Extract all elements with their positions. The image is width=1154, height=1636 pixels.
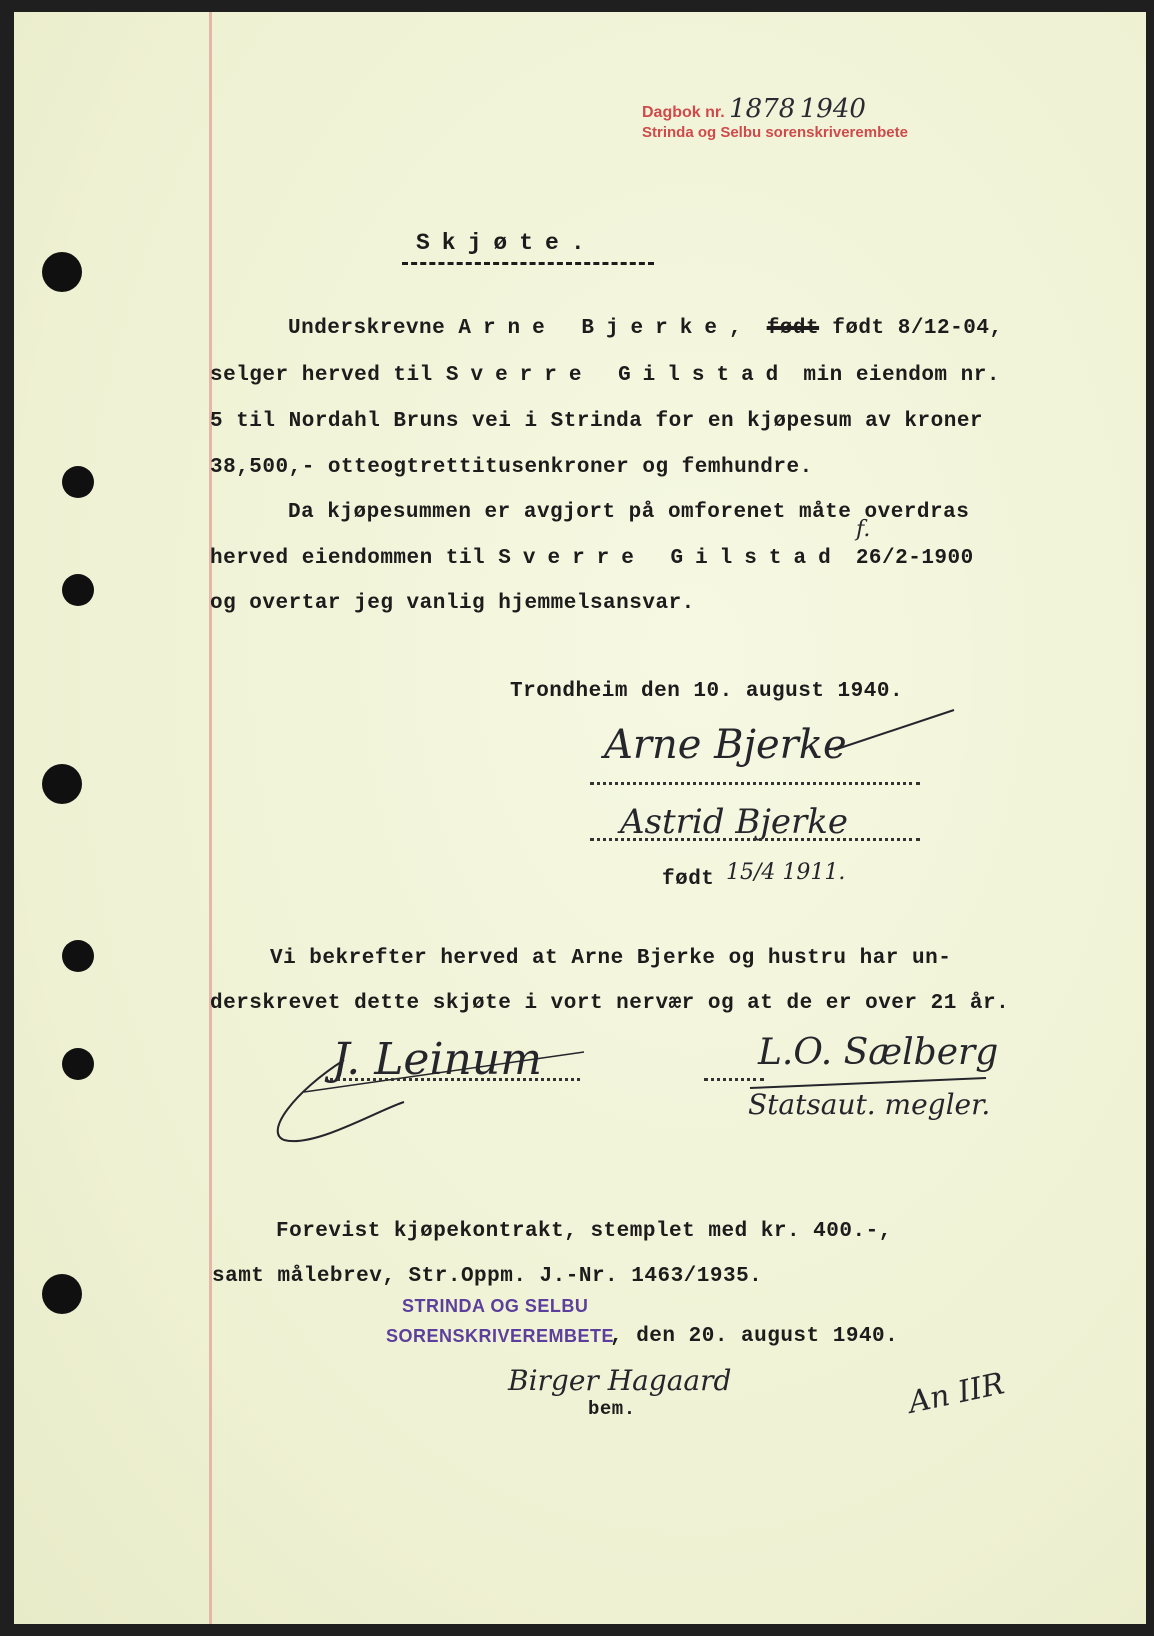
punch-hole: [62, 940, 94, 972]
para1-line2: selger herved til Sverre Gilstad min eiendom nr.: [210, 364, 1000, 387]
para2-line2: herved eiendommen til Sverre Gilstad 26/2-1900: [210, 547, 974, 570]
punch-hole: [62, 466, 94, 498]
signature-line: [590, 782, 920, 785]
handwritten-insert: f.: [856, 517, 871, 542]
red-margin-line: [209, 12, 212, 1624]
court-stamp-line1: STRINDA OG SELBU: [402, 1296, 589, 1316]
para1-line1: Underskrevne Arne Bjerke, født født 8/12-04,: [288, 317, 1003, 340]
office-stamp: Strinda og Selbu sorenskriverembete: [642, 124, 908, 141]
registrar-signature: Birger Hagaard: [508, 1364, 732, 1397]
signature-line: [330, 1078, 580, 1081]
dagbok-stamp: Dagbok nr. 1878 1940: [642, 94, 866, 124]
para2-line1: Da kjøpesummen er avgjort på omforenet måte overdras: [288, 501, 970, 524]
registration-line1: Forevist kjøpekontrakt, stemplet med kr. 400.-,: [276, 1220, 892, 1243]
dagbok-number: 1878: [729, 94, 796, 124]
witness-line2: derskrevet dette skjøte i vort nervær og at de er over 21 år.: [210, 992, 1010, 1015]
title-underline: [402, 262, 654, 265]
para2-line3: og overtar jeg vanlig hjemmelsansvar.: [210, 592, 695, 615]
punch-hole: [42, 764, 82, 804]
punch-hole: [42, 252, 82, 292]
born-date: 15/4 1911.: [726, 860, 846, 885]
document-page: [14, 12, 1146, 1624]
para1-line3: 5 til Nordahl Bruns vei i Strinda for en kjøpesum av kroner: [210, 410, 984, 433]
witness-line1: Vi bekrefter herved at Arne Bjerke og hustru har un-: [270, 947, 952, 970]
witness1-flourish: [254, 1052, 594, 1152]
punch-hole: [62, 1048, 94, 1080]
witness2-title: Statsaut. megler.: [748, 1088, 991, 1121]
document-title: Skjøte.: [416, 230, 597, 256]
witness1-signature: J. Leinum: [332, 1034, 542, 1085]
court-stamp-line2: SORENSKRIVEREMBETE: [386, 1326, 615, 1346]
place-date: Trondheim den 10. august 1940.: [510, 680, 904, 703]
signature-flourish: [834, 708, 954, 758]
punch-hole: [42, 1274, 82, 1314]
para1-line4: 38,500,- otteogtrettitusenkroner og femhundre.: [210, 456, 813, 479]
registration-date: , den 20. august 1940.: [610, 1325, 899, 1348]
registration-line2: samt målebrev, Str.Oppm. J.-Nr. 1463/1935.: [212, 1265, 763, 1288]
signature-line: [590, 838, 920, 841]
witness2-signature: L.O. Sælberg: [758, 1032, 999, 1073]
punch-hole: [62, 574, 94, 606]
seller-signature: Arne Bjerke: [604, 722, 847, 768]
handwritten-initials: An IIR: [905, 1366, 1008, 1421]
registrar-title: bem.: [588, 1398, 636, 1420]
dagbok-year: 1940: [799, 94, 866, 124]
born-label: født: [662, 868, 715, 891]
signature-line: [704, 1078, 764, 1081]
spouse-signature: Astrid Bjerke: [620, 802, 848, 842]
